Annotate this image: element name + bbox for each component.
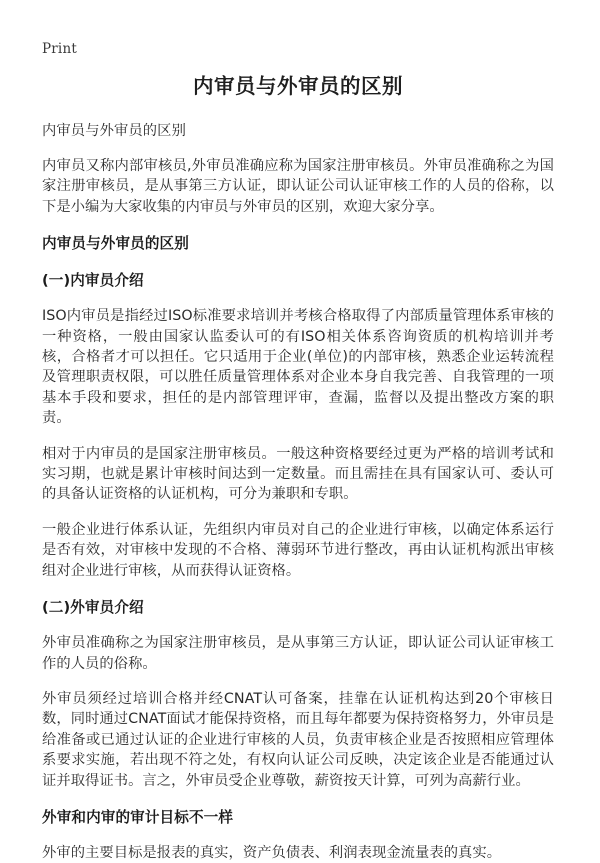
internal-auditor-definition-paragraph: ISO内审员是指经过ISO标准要求培训并考核合格取得了内部质量管理体系审核的一种资格，一般由国家认监委认可的有ISO相关体系咨询资质的机构培训并考核，合格者才可以担任。它只适用于企业(单位)的内部审核，熟悉企业运转流程及管理职责权限，可以胜任质量管理体系对企业本身自我完善、自我管理的一项基本手段和要求，担任的是内部管理评审，查漏，监督以及提出整改方案的职责。 [42,308,554,427]
document-subtitle: 内审员与外审员的区别 [42,123,186,139]
external-audit-goal-paragraph: 外审的主要目标是报表的真实，资产负债表、利润表现金流量表的真实。 [42,844,502,861]
intro-paragraph: 内审员又称内部审核员,外审员准确应称为国家注册审核员。外审员准确称之为国家注册审核员，是从事第三方认证，即认证公司认证审核工作的人员的俗称，以下是小编为大家收集的内审员与外审员的区别，欢迎大家分享。 [42,158,554,215]
print-button[interactable]: Print [42,41,77,57]
page-title: 内审员与外审员的区别 [193,74,403,98]
section-heading-difference: 内审员与外审员的区别 [42,235,189,253]
document-body [42,156,554,863]
subsection-heading-external-auditor: (二)外审员介绍 [42,599,144,617]
subsection-heading-internal-auditor: (一)内审员介绍 [42,272,144,290]
external-auditor-requirements-paragraph: 外审员须经过培训合格并经CNAT认可备案，挂靠在认证机构达到20个审核日数，同时通过CNAT面试才能保持资格，而且每年都要为保持资格努力，外审员是给准备或已通过认证的企业进行审核的人员，负责审核企业是否按照相应管理体系要求实施，若出现不符之处，有权向认证公司反映，决定该企业是否能通过认证并取得证书。言之，外审员受企业尊敬，薪资按天计算，可列为高薪行业。 [42,690,554,789]
section-heading-audit-goals: 外审和内审的审计目标不一样 [42,808,234,826]
document-content [42,73,554,863]
external-auditor-definition-paragraph: 外审员准确称之为国家注册审核员，是从事第三方认证，即认证公司认证审核工作的人员的俗称。 [42,635,554,672]
certification-process-paragraph: 一般企业进行体系认证，先组织内审员对自己的企业进行审核，以确定体系运行是否有效，对审核中发现的不合格、薄弱环节进行整改，再由认证机构派出审核组对企业进行审核，从而获得认证资格。 [42,521,554,579]
national-registered-auditor-paragraph: 相对于内审员的是国家注册审核员。一般这种资格要经过更为严格的培训考试和实习期，也就是累计审核时间达到一定数量。而且需挂在具有国家认可、委认可的具备认证资格的认证机构，可分为兼职和专职。 [42,445,554,503]
